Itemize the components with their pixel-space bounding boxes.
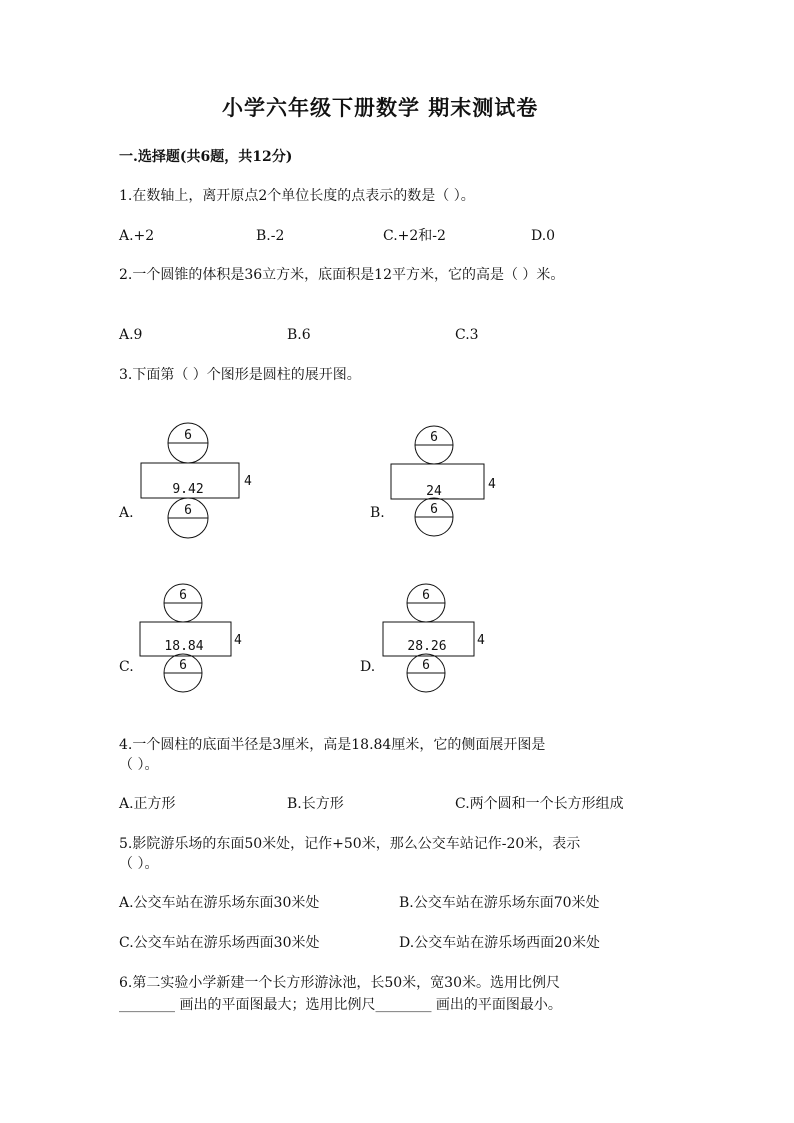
- page-title: 小学六年级下册数学 期末测试卷: [222, 95, 539, 120]
- question-2-stem: 2.一个圆锥的体积是36立方米，底面积是12平方米，它的高是（ ）米。: [119, 267, 565, 283]
- question-4-stem-line1: 4.一个圆柱的底面半径是3厘米，高是18.84厘米，它的侧面展开图是: [119, 737, 546, 753]
- figure-c-bottom-label: 6: [179, 658, 187, 673]
- figure-b-top-label: 6: [430, 430, 438, 445]
- figure-a-letter: A.: [119, 505, 134, 521]
- figure-c-rect-label: 18.84: [164, 639, 204, 654]
- question-6-stem-line1: 6.第二实验小学新建一个长方形游泳池，长50米，宽30米。选用比例尺: [119, 975, 560, 991]
- question-1-stem: 1.在数轴上，离开原点2个单位长度的点表示的数是（ ）。: [119, 188, 475, 204]
- q1-option-d: D.0: [531, 228, 556, 244]
- section-heading: 一.选择题(共6题，共12分): [119, 149, 293, 165]
- q2-option-c: C.3: [455, 327, 479, 343]
- figure-d-rect-label: 28.26: [407, 639, 447, 654]
- q5-option-a: A.公交车站在游乐场东面30米处: [119, 895, 320, 911]
- q5-option-d: D.公交车站在游乐场西面20米处: [399, 935, 600, 951]
- q5-option-c: C.公交车站在游乐场西面30米处: [119, 935, 320, 951]
- figure-c-letter: C.: [119, 659, 134, 675]
- question-4-stem-line2: （ ）。: [119, 757, 159, 773]
- figure-a-net: [138, 420, 258, 540]
- figure-a-top-label: 6: [184, 428, 192, 443]
- q4-option-c: C.两个圆和一个长方形组成: [455, 796, 624, 812]
- question-6-stem-line2: ________ 画出的平面图最大；选用比例尺________ 画出的平面图最小。: [119, 997, 562, 1013]
- q4-option-a: A.正方形: [119, 796, 176, 812]
- figure-c-net: [138, 583, 258, 703]
- figure-d-top-label: 6: [422, 588, 430, 603]
- figure-b-letter: B.: [370, 505, 385, 521]
- q2-option-a: A.9: [119, 327, 143, 343]
- q5-option-b: B.公交车站在游乐场东面70米处: [399, 895, 600, 911]
- figure-a-bottom-label: 6: [184, 503, 192, 518]
- figure-b-rect-label: 24: [426, 484, 442, 499]
- figure-d-height-label: 4: [477, 633, 485, 648]
- figure-a-rect-label: 9.42: [172, 482, 204, 497]
- q1-option-a: A.+2: [119, 228, 155, 244]
- q2-option-b: B.6: [287, 327, 311, 343]
- figure-c-top-label: 6: [179, 588, 187, 603]
- figure-b-net: [389, 425, 509, 545]
- figure-d-bottom-label: 6: [422, 658, 430, 673]
- q4-option-b: B.长方形: [287, 796, 344, 812]
- figure-b-height-label: 4: [488, 477, 496, 492]
- question-5-stem-line1: 5.影院游乐场的东面50米处，记作+50米，那么公交车站记作-20米，表示: [119, 836, 581, 852]
- figure-d-net: [381, 583, 501, 703]
- question-3-stem: 3.下面第（ ）个图形是圆柱的展开图。: [119, 367, 361, 383]
- figure-a-height-label: 4: [244, 474, 252, 489]
- figure-c-height-label: 4: [234, 633, 242, 648]
- figure-d-letter: D.: [360, 659, 376, 675]
- q1-option-b: B.-2: [256, 228, 285, 244]
- question-5-stem-line2: （ ）。: [119, 856, 159, 872]
- q1-option-c: C.+2和-2: [383, 228, 446, 244]
- figure-b-bottom-label: 6: [430, 502, 438, 517]
